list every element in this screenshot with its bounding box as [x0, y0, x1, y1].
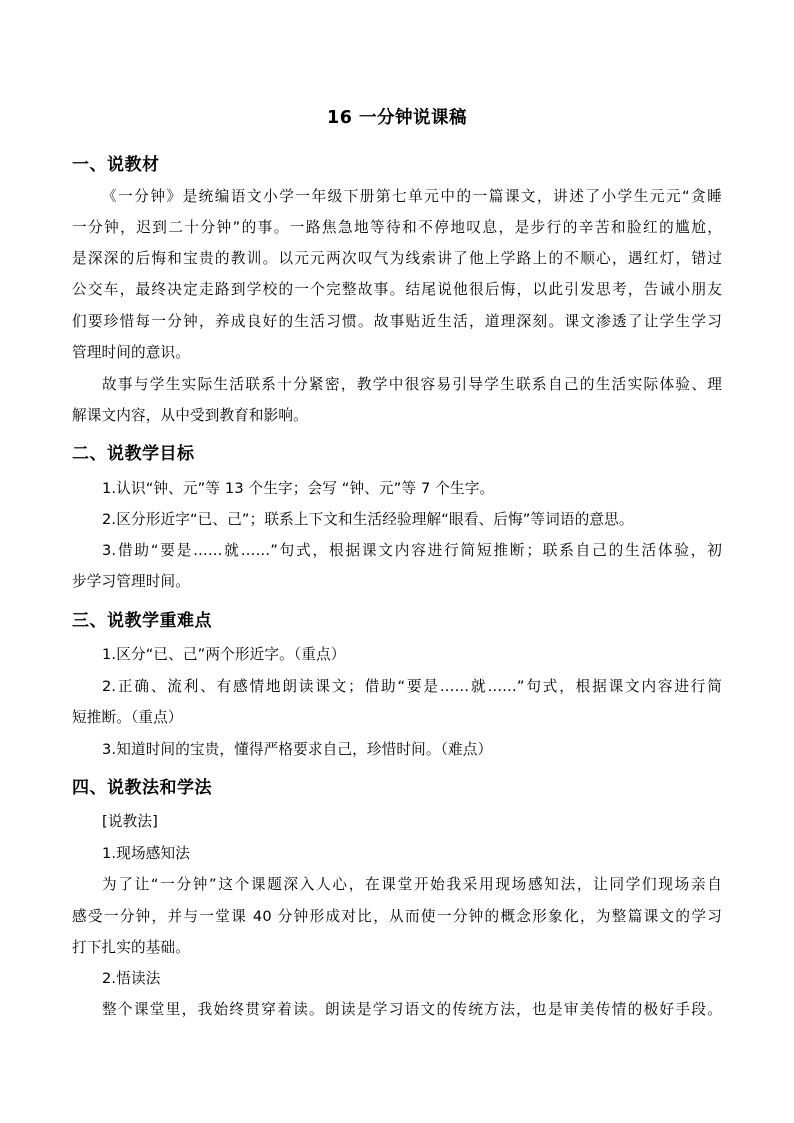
goal-item: 1.认识“钟、元”等 13 个生字；会写 “钟、元”等 7 个生字。	[102, 480, 495, 497]
method-title: 1.现场感知法	[102, 845, 190, 862]
paragraph-line: 们要珍惜每一分钟，养成良好的生活习惯。故事贴近生活，道理深刻。课文渗透了让学生学习	[72, 313, 722, 330]
paragraph-line: 故事与学生实际生活联系十分紧密，教学中很容易引导学生联系自己的生活实际体验、理	[102, 376, 722, 393]
paragraph-line: 整个课堂里，我始终贯穿着读。朗读是学习语文的传统方法，也是审美传情的极好手段。	[102, 1001, 722, 1018]
section-heading-key-points: 三、说教学重难点	[72, 611, 212, 631]
key-point-item: 2.正确、流利、有感情地朗读课文；借助“要是……就……”句式，根据课文内容进行简	[102, 678, 722, 695]
paragraph-line: 《一分钟》是统编语文小学一年级下册第七单元中的一篇课文，讲述了小学生元元“贪睡	[102, 188, 722, 205]
goal-item-continued: 步学习管理时间。	[72, 573, 190, 590]
paragraph-line: 管理时间的意识。	[72, 344, 190, 361]
goal-item: 3.借助“要是……就……”句式，根据课文内容进行简短推断；联系自己的生活体验，初	[102, 542, 722, 559]
paragraph-line: 解课文内容，从中受到教育和影响。	[72, 407, 308, 424]
subheading-teaching-methods: [说教法]	[102, 813, 158, 830]
paragraph-line: 打下扎实的基础。	[72, 939, 190, 956]
goal-item: 2.区分形近字“已、己”；联系上下文和生活经验理解“眼看、后悔”等词语的意思。	[102, 511, 634, 528]
paragraph-line: 一分钟，迟到二十分钟”的事。一路焦急地等待和不停地叹息，是步行的辛苦和脸红的尴尬，	[72, 219, 722, 236]
paragraph-line: 为了让“一分钟”这个课题深入人心，在课堂开始我采用现场感知法，让同学们现场亲自	[102, 876, 722, 893]
paragraph-line: 公交车，最终决定走路到学校的一个完整故事。结尾说他很后悔，以此引发思考，告诫小朋友	[72, 281, 722, 298]
key-point-item: 3.知道时间的宝贵，懂得严格要求自己，珍惜时间。（难点）	[102, 741, 493, 758]
paragraph-line: 是深深的后悔和宝贵的教训。以元元两次叹气为线索讲了他上学路上的不顺心，遇红灯，错过	[72, 250, 722, 267]
key-point-item: 1.区分“已、己”两个形近字。（重点）	[102, 646, 346, 663]
method-title: 2.悟读法	[102, 970, 161, 987]
section-heading-teaching-goals: 二、说教学目标	[72, 444, 195, 464]
section-heading-teaching-material: 一、说教材	[72, 155, 160, 175]
document-title: 16 一分钟说课稿	[327, 108, 467, 128]
paragraph-line: 感受一分钟，并与一堂课 40 分钟形成对比，从而使一分钟的概念形象化，为整篇课文的学习	[72, 908, 722, 925]
key-point-item-continued: 短推断。（重点）	[72, 709, 183, 726]
section-heading-methods: 四、说教法和学法	[72, 778, 212, 798]
